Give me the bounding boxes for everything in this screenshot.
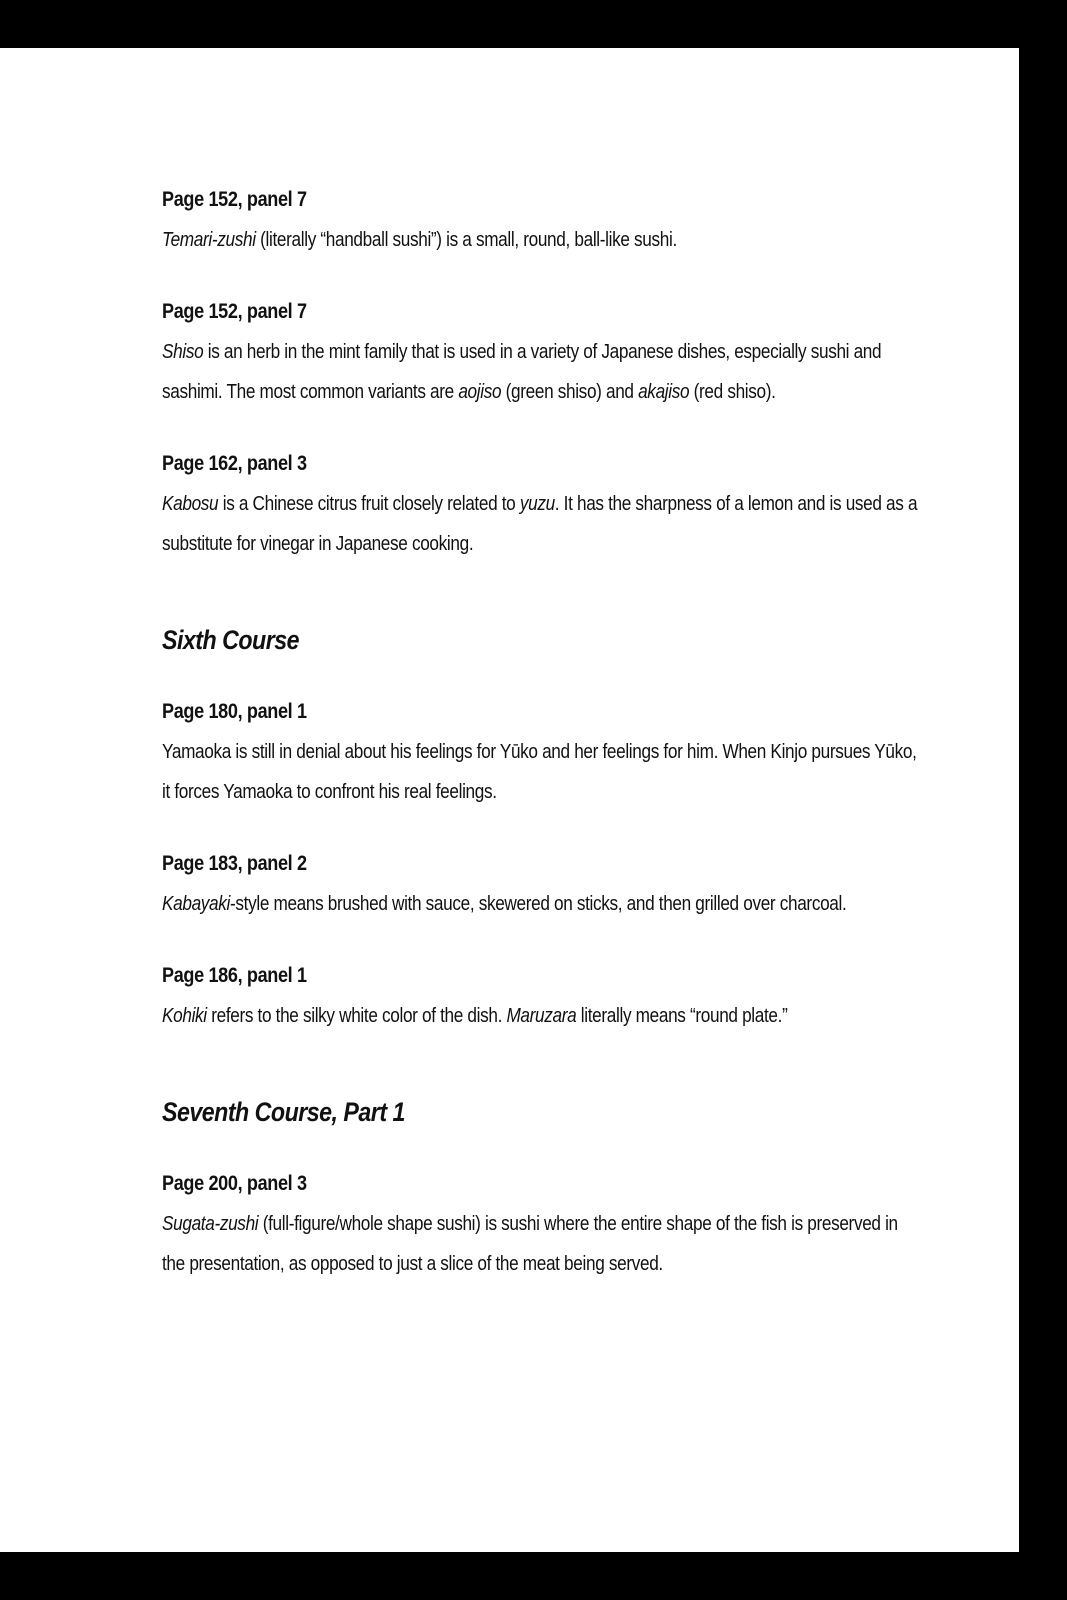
note-term: Kabayaki: [162, 893, 231, 915]
note-temari-zushi: [162, 186, 922, 260]
note-heading: Page 186, panel 1: [162, 964, 307, 987]
note-term: Kabosu: [162, 493, 219, 515]
note-text-run: (red shiso).: [689, 381, 776, 403]
note-term: Shiso: [162, 341, 204, 363]
note-text-run: (literally “handball sushi”) is a small, round, ball-like sushi.: [255, 229, 677, 251]
note-text: [162, 884, 919, 924]
note-text: [162, 484, 919, 564]
note-term: Sugata-zushi: [162, 1213, 259, 1235]
note-heading: Page 162, panel 3: [162, 452, 307, 475]
note-term: Kohiki: [162, 1005, 207, 1027]
note-shiso: [162, 298, 922, 412]
note-term: yuzu: [519, 493, 555, 515]
note-term: akajiso: [638, 381, 690, 403]
section-title-sixth-course: Sixth Course: [162, 625, 300, 655]
note-text-run: -style means brushed with sauce, skewered on sticks, and then grilled over charcoal.: [230, 893, 847, 915]
section-title-seventh-course: Seventh Course, Part 1: [162, 1097, 405, 1127]
note-yamaoka: [162, 698, 922, 812]
note-text-run: is a Chinese citrus fruit closely related to: [218, 493, 520, 515]
note-text-run: literally means “round plate.”: [576, 1005, 788, 1027]
note-text-run: (full-figure/whole shape sushi) is sushi where the entire shape of the fish is preserved in the presentation, as opposed to just a slice of the meat being served.: [162, 1213, 898, 1275]
note-kabayaki: [162, 850, 922, 924]
note-term: Maruzara: [506, 1005, 577, 1027]
note-heading: Page 180, panel 1: [162, 700, 307, 723]
note-sugata-zushi: [162, 1170, 922, 1284]
note-text-run: (green shiso) and: [501, 381, 639, 403]
note-text-run: refers to the silky white color of the dish.: [206, 1005, 507, 1027]
document-page: [0, 48, 1019, 1552]
translation-notes: [162, 186, 922, 1322]
note-kohiki: [162, 962, 922, 1036]
note-text: [162, 1204, 919, 1284]
note-heading: Page 152, panel 7: [162, 300, 307, 323]
note-text: [162, 996, 919, 1036]
note-text: Yamaoka is still in denial about his feelings for Yūko and her feelings for him. When Kinjo pursues Yūko, it forces Yamaoka to confront his real feelings.: [162, 741, 917, 803]
note-text-run: is an herb in the mint family that is used in a variety of Japanese dishes, especially sushi and sashimi. The most common variants are: [162, 341, 882, 403]
note-text: [162, 220, 919, 260]
note-term: aojiso: [458, 381, 502, 403]
note-heading: Page 183, panel 2: [162, 852, 307, 875]
note-text: [162, 332, 919, 412]
note-heading: Page 200, panel 3: [162, 1172, 307, 1195]
note-term: Temari-zushi: [162, 229, 256, 251]
note-text-run: . It has the sharpness of a lemon and is used as a substitute for vinegar in Japanese cooking.: [162, 493, 918, 555]
note-heading: Page 152, panel 7: [162, 188, 307, 211]
note-kabosu: [162, 450, 922, 564]
